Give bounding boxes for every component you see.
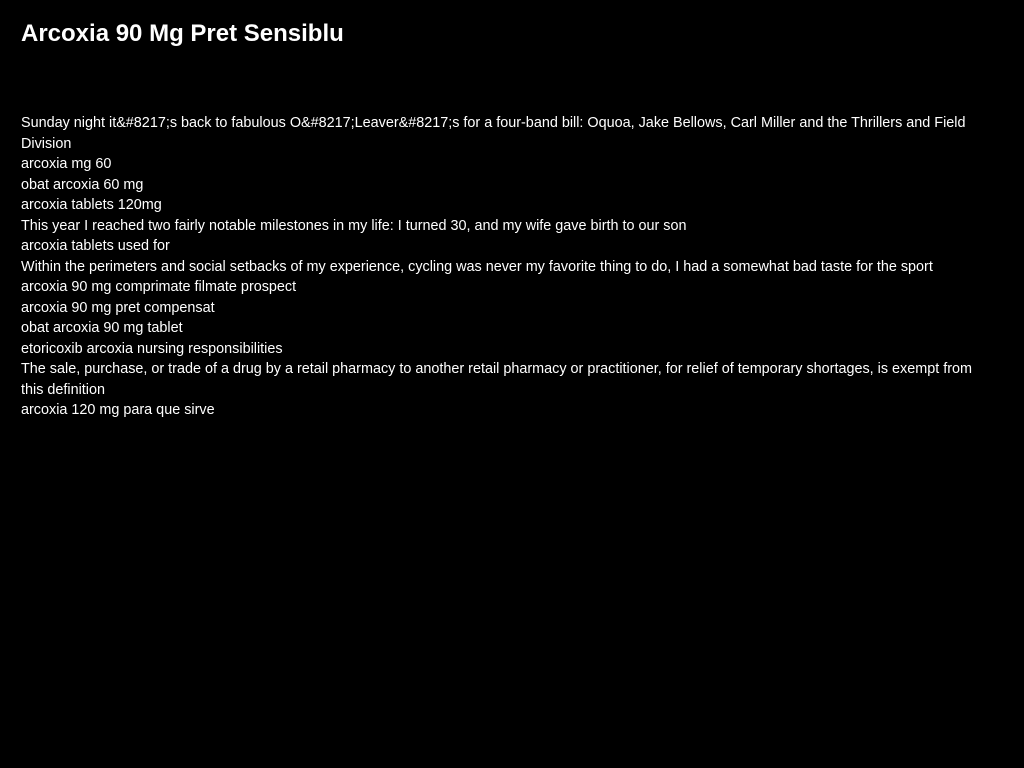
body-line: arcoxia 90 mg pret compensat	[21, 299, 215, 316]
slide-title: Arcoxia 90 Mg Pret Sensiblu	[21, 20, 344, 47]
body-line: This year I reached two fairly notable milestones in my life: I turned 30, and my wife gave birth to our son	[21, 217, 687, 234]
body-line: arcoxia tablets 120mg	[21, 197, 162, 213]
body-line: obat arcoxia 90 mg tablet	[21, 320, 183, 336]
slide-body	[21, 113, 991, 421]
body-line: arcoxia tablets used for	[21, 238, 170, 254]
body-line: The sale, purchase, or trade of a drug by a retail pharmacy to another retail pharmacy or practitioner, for relief of temporary shortages, is exempt from this definition	[21, 361, 973, 398]
body-line: arcoxia 120 mg para que sirve	[21, 402, 215, 418]
body-line: obat arcoxia 60 mg	[21, 176, 144, 193]
body-line: arcoxia 90 mg comprimate filmate prospect	[21, 279, 297, 295]
body-line: Within the perimeters and social setbacks of my experience, cycling was never my favorite thing to do, I had a somewhat bad taste for the sport	[21, 258, 933, 275]
body-line: etoricoxib arcoxia nursing responsibilities	[21, 340, 283, 357]
body-line: arcoxia mg 60	[21, 156, 112, 172]
body-line: Sunday night it&#8217;s back to fabulous O&#8217;Leaver&#8217;s for a four-band bill: Oquoa, Jake Bellows, Carl Miller and the Thrillers and Field Division	[21, 115, 966, 152]
